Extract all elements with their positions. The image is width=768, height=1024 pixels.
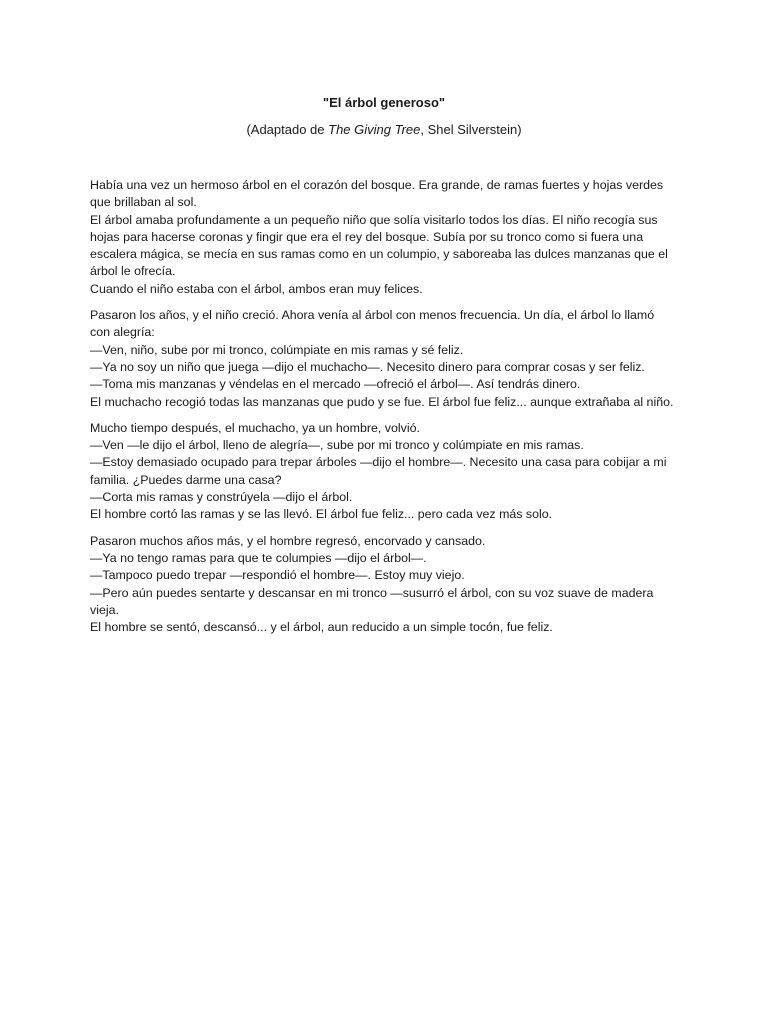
- story-line: El muchacho recogió todas las manzanas que pudo y se fue. El árbol fue feliz... aunque extrañaba al niño.: [90, 394, 674, 409]
- story-line: Pasaron muchos años más, y el hombre regresó, encorvado y cansado.: [90, 533, 486, 548]
- story-line: El árbol amaba profundamente a un pequeño niño que solía visitarlo todos los días. El niño recogía sus: [90, 212, 658, 227]
- story-line: con alegría:: [90, 325, 155, 340]
- story-line: vieja.: [90, 602, 119, 617]
- story-line: escalera mágica, se mecía en sus ramas como en un columpio, y saboreaba las dulces manzanas que el: [90, 247, 668, 262]
- story-paragraph: [90, 533, 690, 637]
- story-line: —Ya no tengo ramas para que te columpies —dijo el árbol—.: [90, 550, 427, 565]
- story-line: —Ven, niño, sube por mi tronco, colúmpiate en mis ramas y sé feliz.: [90, 342, 464, 357]
- document-title: "El árbol generoso": [322, 95, 446, 110]
- story-paragraph: [90, 177, 690, 298]
- subtitle-suffix: , Shel Silverstein): [420, 122, 522, 137]
- story-line: familia. ¿Puedes darme una casa?: [90, 472, 282, 487]
- story-line: —Tampoco puedo trepar —respondió el hombre—. Estoy muy viejo.: [90, 568, 465, 583]
- story-line: hojas para hacerse coronas y fingir que era el rey del bosque. Subía por su tronco como si fuera una: [90, 229, 644, 244]
- story-line: —Corta mis ramas y constrúyela —dijo el árbol.: [90, 490, 353, 505]
- story-line: Pasaron los años, y el niño creció. Ahora venía al árbol con menos frecuencia. Un día, el árbol lo llamó: [90, 308, 655, 323]
- story-line: —Pero aún puedes sentarte y descansar en mi tronco —susurró el árbol, con su voz suave de madera: [90, 585, 654, 600]
- document-subtitle: [0, 121, 768, 139]
- story-line: —Ven —le dijo el árbol, lleno de alegría—, sube por mi tronco y colúmpiate en mis ramas.: [90, 438, 584, 453]
- story-paragraph: [90, 420, 690, 524]
- subtitle-prefix: (Adaptado de: [246, 122, 329, 137]
- story-line: —Estoy demasiado ocupado para trepar árboles —dijo el hombre—. Necesito una casa para cobijar a mi: [90, 455, 667, 470]
- story-line: Mucho tiempo después, el muchacho, ya un hombre, volvió.: [90, 420, 420, 435]
- story-line: Cuando el niño estaba con el árbol, ambos eran muy felices.: [90, 281, 423, 296]
- story-line: El hombre se sentó, descansó... y el árbol, aun reducido a un simple tocón, fue feliz.: [90, 620, 553, 635]
- story-line: —Ya no soy un niño que juega —dijo el muchacho—. Necesito dinero para comprar cosas y ser feliz.: [90, 359, 645, 374]
- story-line: que brillaban al sol.: [90, 195, 197, 210]
- story-body: [90, 177, 690, 645]
- story-line: El hombre cortó las ramas y se las llevó. El árbol fue feliz... pero cada vez más solo.: [90, 507, 553, 522]
- story-line: Había una vez un hermoso árbol en el corazón del bosque. Era grande, de ramas fuertes y hojas verdes: [90, 178, 664, 192]
- story-line: —Toma mis manzanas y véndelas en el mercado —ofreció el árbol—. Así tendrás dinero.: [90, 377, 581, 392]
- story-paragraph: [90, 307, 690, 411]
- story-line: árbol le ofrecía.: [90, 264, 176, 279]
- subtitle-book-title: The Giving Tree: [328, 122, 421, 137]
